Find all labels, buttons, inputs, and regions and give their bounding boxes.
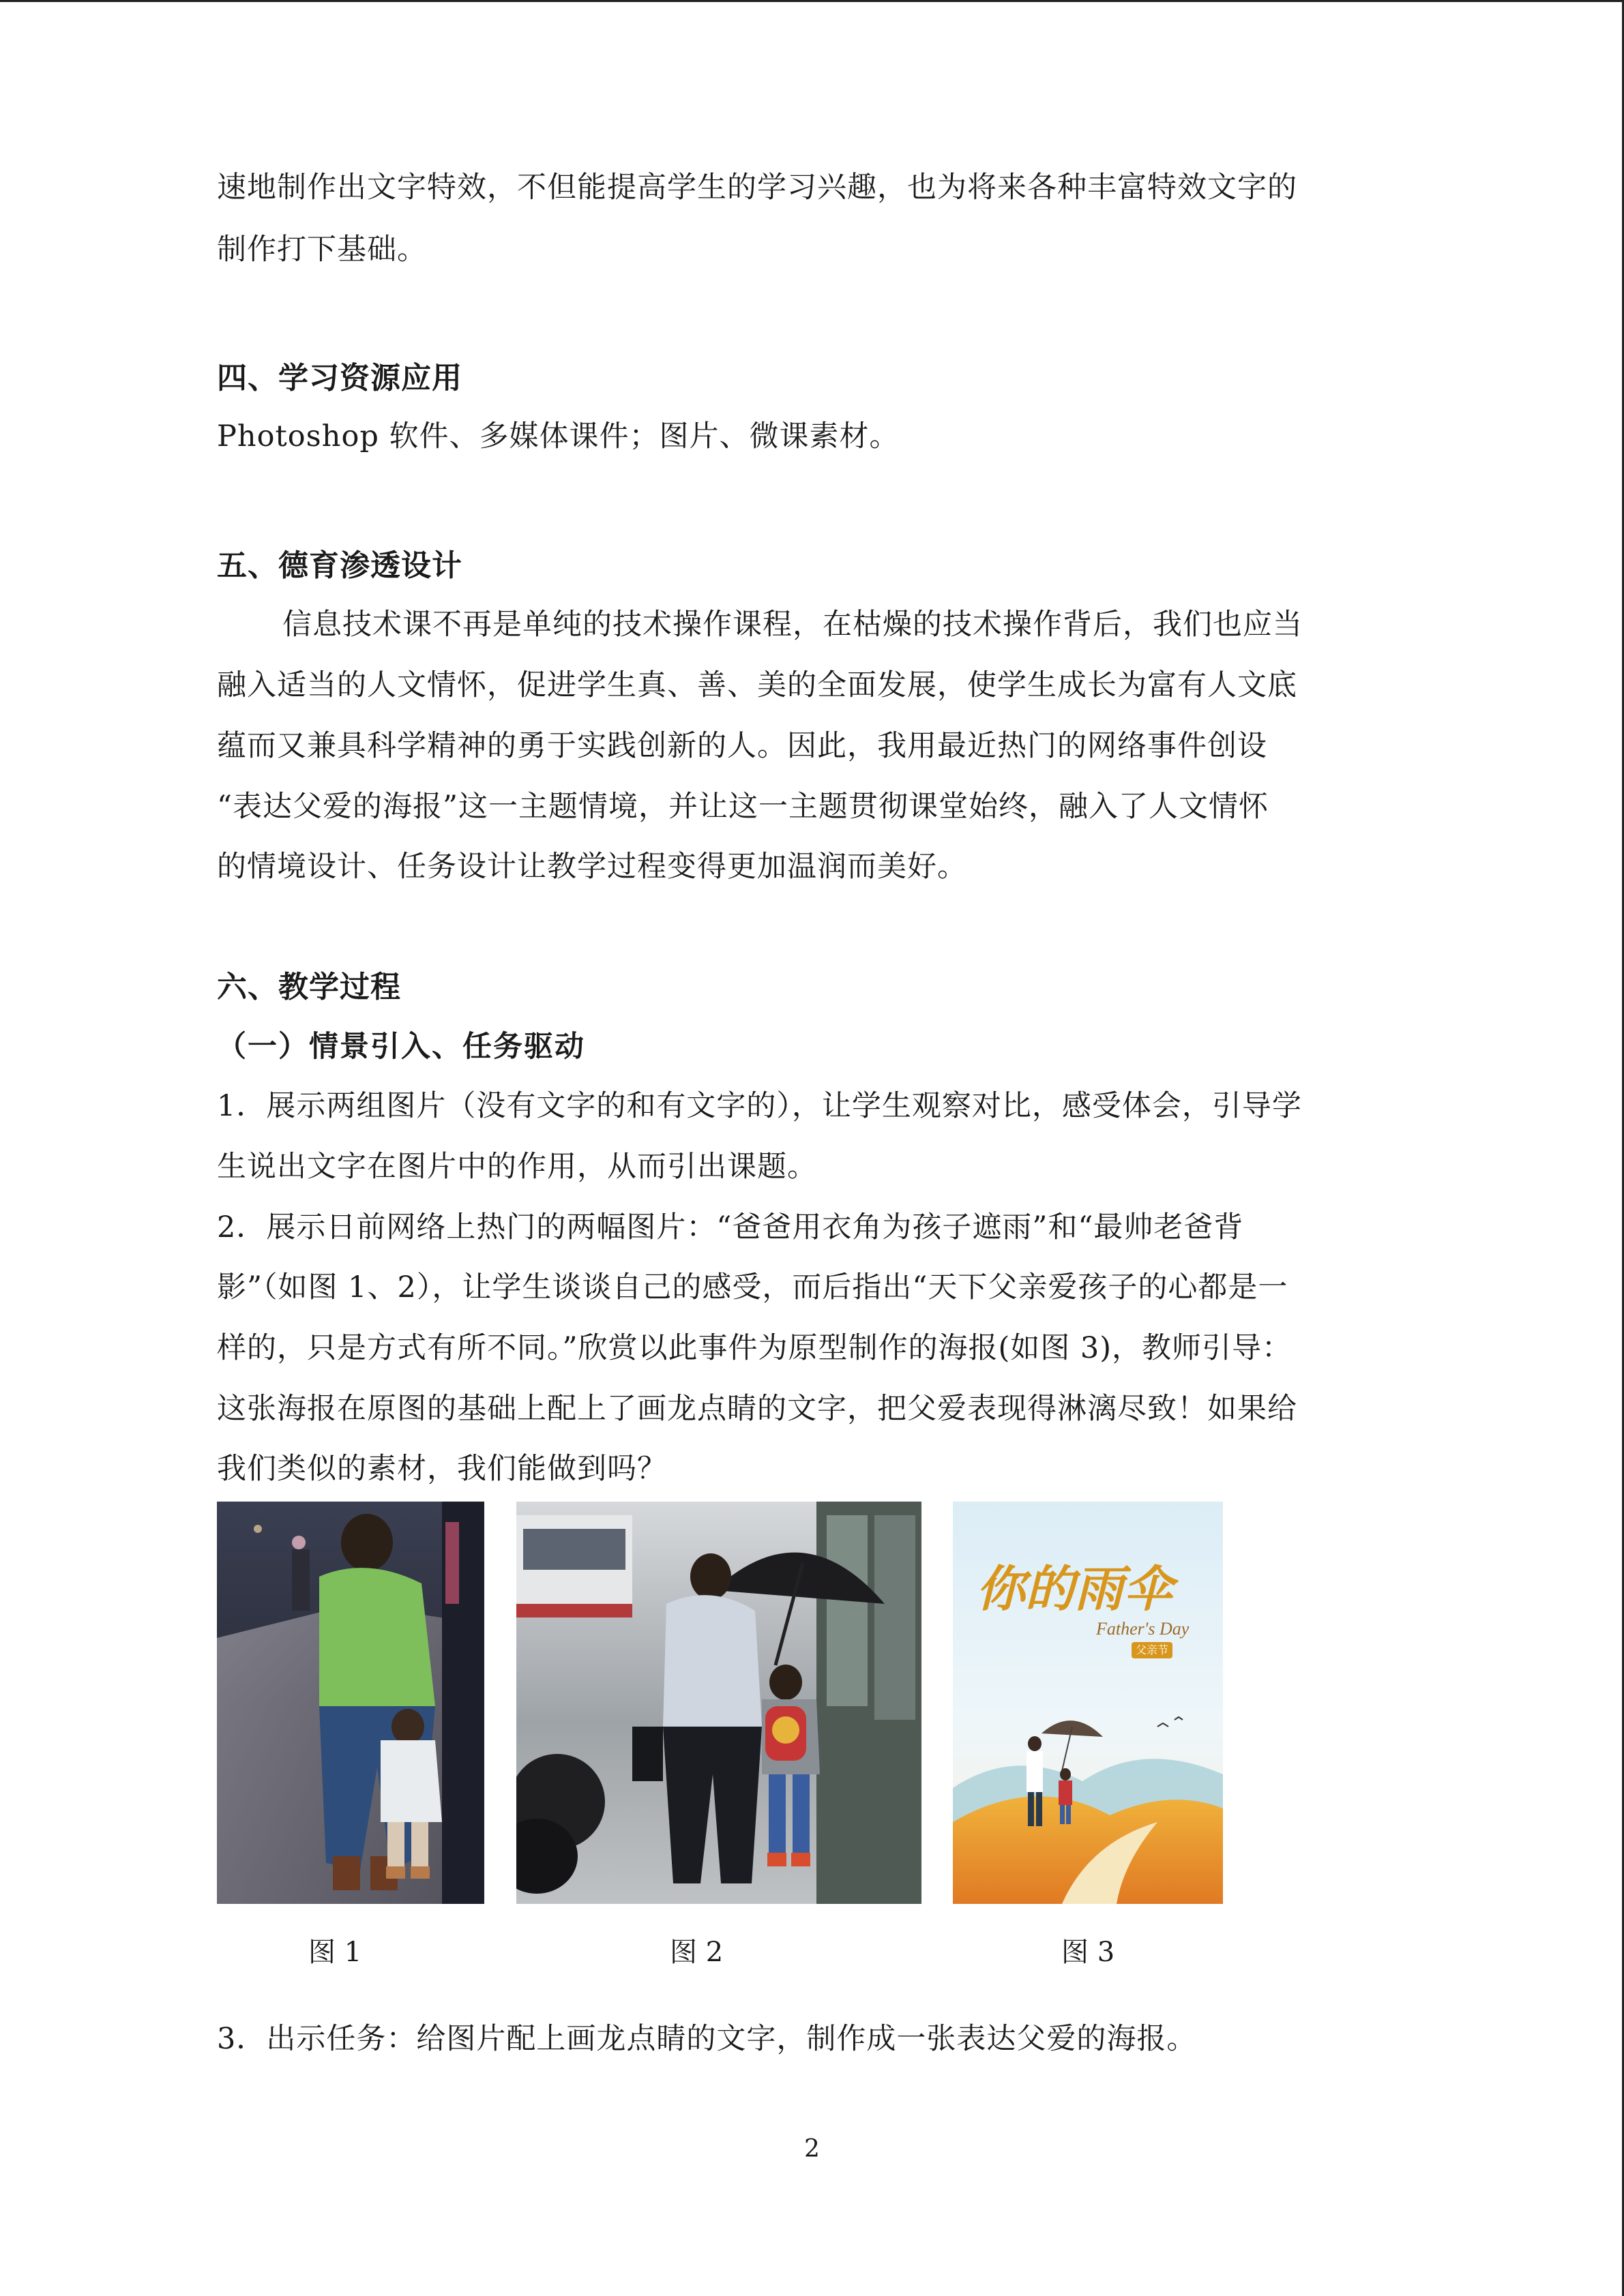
paragraph-line: 的情境设计、任务设计让教学过程变得更加温润而美好。 xyxy=(217,850,967,884)
subsection-heading: （一）情景引入、任务驱动 xyxy=(217,1030,585,1064)
paragraph-line: 1．展示两组图片（没有文字的和有文字的），让学生观察对比，感受体会，引导学 xyxy=(217,1089,1302,1123)
page-border-top xyxy=(0,0,1624,2)
section-heading-resources: 四、学习资源应用 xyxy=(217,361,462,396)
section-heading-moral: 五、德育渗透设计 xyxy=(217,548,462,583)
paragraph-line: 3．出示任务：给图片配上画龙点睛的文字，制作成一张表达父爱的海报。 xyxy=(217,2022,1197,2056)
paragraph-line: 蕴而又兼具科学精神的勇于实践创新的人。因此，我用最近热门的网络事件创设 xyxy=(217,729,1267,763)
figure-3-caption: 图 3 xyxy=(1061,1937,1115,1968)
poster-subtitle: Father's Day xyxy=(1096,1619,1190,1639)
section-heading-process: 六、教学过程 xyxy=(217,970,401,1004)
paragraph-line: 影”（如图 1、2），让学生谈谈自己的感受，而后指出“天下父亲爱孩子的心都是一 xyxy=(217,1270,1288,1304)
paragraph-line: “表达父爱的海报”这一主题情境，并让这一主题贯彻课堂始终，融入了人文情怀 xyxy=(217,790,1269,824)
paragraph-line: 2．展示日前网络上热门的两幅图片：“爸爸用衣角为孩子遮雨”和“最帅老爸背 xyxy=(217,1210,1244,1244)
page-number: 2 xyxy=(804,2135,820,2163)
paragraph-line: 信息技术课不再是单纯的技术操作课程，在枯燥的技术操作背后，我们也应当 xyxy=(282,608,1303,642)
figure-2-caption: 图 2 xyxy=(670,1937,724,1968)
paragraph-line: 样的，只是方式有所不同。”欣赏以此事件为原型制作的海报(如图 3)，教师引导： xyxy=(217,1331,1293,1365)
figure-1-caption: 图 1 xyxy=(308,1937,362,1968)
resources-text: Photoshop 软件、多媒体课件；图片、微课素材。 xyxy=(217,419,900,453)
paragraph-line: 制作打下基础。 xyxy=(217,233,427,267)
poster-badge: 父亲节 xyxy=(1132,1642,1172,1658)
paragraph-line: 生说出文字在图片中的作用，从而引出课题。 xyxy=(217,1150,817,1184)
paragraph-line: 这张海报在原图的基础上配上了画龙点睛的文字，把父爱表现得淋漓尽致！如果给 xyxy=(217,1392,1297,1426)
poster-title: 你的雨伞 xyxy=(976,1560,1173,1617)
paragraph-line: 速地制作出文字特效，不但能提高学生的学习兴趣，也为将来各种丰富特效文字的 xyxy=(217,170,1297,205)
figure-3-poster xyxy=(953,1502,1223,1904)
figure-1-photo xyxy=(217,1502,484,1904)
figure-2-photo xyxy=(516,1502,921,1904)
paragraph-line: 我们类似的素材，我们能做到吗？ xyxy=(217,1452,667,1486)
paragraph-line: 融入适当的人文情怀，促进学生真、善、美的全面发展，使学生成长为富有人文底 xyxy=(217,668,1297,702)
